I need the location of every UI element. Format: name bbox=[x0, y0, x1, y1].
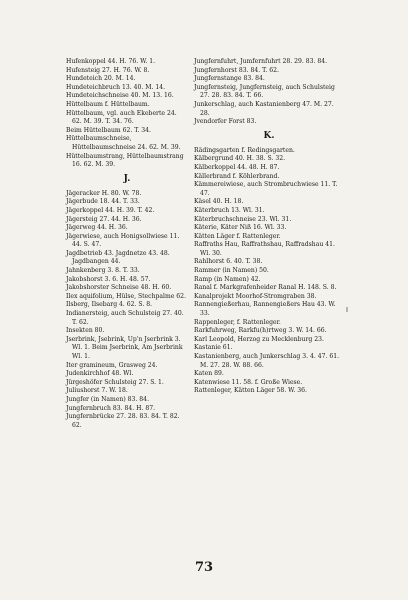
index-entry: Jserbrink, Jsebrink, Up'n Jserbrink 3. Wl. 1. Beim Jserbrink, Am Jserbrink Wl. 1. bbox=[66, 335, 183, 360]
index-entry: Jakobshorster Schneise 48. H. 60. bbox=[66, 284, 172, 292]
index-entry: Rädingsgarten f. Redingsgarten. bbox=[194, 146, 295, 154]
index-entry: Jungfernsteig, Jungfernsteig, auch Schulsteig 27. 28. 83. 84. T. 66. bbox=[194, 83, 335, 100]
index-entry: Kastanienberg, auch Junkerschlag 3. 4. 47. 61. M. 27. 28. W. 88. 66. bbox=[194, 353, 340, 369]
index-entry: Hufensteig 27. H. 76. W. 8. bbox=[66, 66, 150, 74]
index-entry: Jakobshorst 3. 6. H. 48. 57. bbox=[66, 275, 151, 283]
index-entry: Jägerbude 18. 44. T. 33. bbox=[66, 198, 140, 206]
index-entry: Käterbruch 13. Wl. 31. bbox=[194, 206, 265, 214]
index-entry: Iter gramineum, Grasweg 24. bbox=[66, 361, 158, 369]
right-column bbox=[194, 58, 344, 396]
section-heading-j: J. bbox=[123, 173, 131, 184]
index-entry: Ilex aquifolium, Hülse, Stechpalme 62. bbox=[66, 292, 187, 300]
index-entry: Hüttelbaum f. Hüttelbaum. bbox=[66, 100, 150, 108]
index-entry: Jungfernbruch 83. 84. H. 87. bbox=[66, 404, 156, 412]
index-entry: Rarkfuhrweg, Rarkfu(h)rtweg 3. W. 14. 66. bbox=[194, 327, 327, 335]
index-entry: Hüttelbaumschneise, Hüttelbaumschneise 24. 62. M. 39. bbox=[66, 135, 181, 151]
index-entry: Kälberkoppel 44. 48. H. 87. bbox=[194, 163, 280, 171]
entries-j bbox=[66, 190, 188, 431]
index-entry: Ilsberg, Ilsebarg 4. 62. S. 8. bbox=[66, 301, 153, 309]
index-entry: Jägerweg 44. H. 36. bbox=[66, 224, 128, 232]
index-entry: Judenkirchhof 48. Wl. bbox=[66, 370, 134, 378]
entries-j-continued bbox=[194, 58, 344, 127]
index-entry: Jägeracker H. 80. W. 78. bbox=[66, 189, 142, 197]
index-entry: Rammer (in Namen) 50. bbox=[194, 267, 269, 275]
index-entry: Rattenleger, Kätten Läger 58. W. 36. bbox=[194, 387, 307, 395]
index-entry: Jürgeshöfer Schulsteig 27. S. 1. bbox=[66, 378, 164, 386]
entries-k bbox=[194, 147, 344, 396]
index-entry: Jägersteig 27. 44. H. 36. bbox=[66, 215, 142, 223]
index-entry: Kälbergrund 40. H. 38. S. 32. bbox=[194, 155, 286, 163]
index-entry: Hüttelbaum, vgl. auch Ekeberte 24. 62. M. 39. T. 34. 76. bbox=[66, 109, 177, 126]
index-entry: Jägerkoppel 44. H. 39. T. 42. bbox=[66, 206, 155, 214]
index-entry: Jahnkenberg 3. 8. T. 33. bbox=[66, 267, 140, 275]
index-entry: Käterbruchschneise 23. Wl. 31. bbox=[194, 215, 292, 223]
index-entry: Rannengießerhau, Rannengießers Hau 43. W. 33. bbox=[194, 301, 336, 318]
index-entry: Hufenkoppel 44. H. 76. W. 1. bbox=[66, 58, 156, 65]
index-entry: Jungfernhorst 83. 84. T. 62. bbox=[194, 66, 279, 74]
index-entry: Karl Leopold, Herzog zu Mecklenburg 23. bbox=[194, 335, 324, 343]
index-entry: Beim Hüttelbaum 62. T. 34. bbox=[66, 126, 151, 134]
index-entry: Kastanie 61. bbox=[194, 344, 233, 352]
index-entry: Hundeteichschneise 40. M. 13. 16. bbox=[66, 92, 174, 100]
index-entry: Raffraths Hau, Raffrathshau, Raffradshau 41. Wl. 30. bbox=[194, 241, 335, 257]
index-entry: Källerbrand f. Köhlerbrand. bbox=[194, 172, 280, 180]
index-entry: Jungfernbrücke 27. 28. 83. 84. T. 82. 62. bbox=[66, 413, 180, 429]
index-entry: Jungfernstange 83. 84. bbox=[194, 75, 265, 83]
index-entry: Hundeteichbruch 13. 40. M. 14. bbox=[66, 83, 166, 91]
section-heading-k: K. bbox=[263, 130, 275, 141]
index-entry: Käsel 40. H. 18. bbox=[194, 198, 244, 206]
index-entry: Indianersteig, auch Schulsteig 27. 40. T. 62. bbox=[66, 310, 184, 326]
margin-mark bbox=[346, 307, 348, 312]
index-entry: Jvendorfer Forst 83. bbox=[194, 118, 257, 126]
index-entry: Jungfernfuhrt, Jumfernfuhrt 28. 29. 83. 84. bbox=[194, 58, 328, 65]
index-entry: Jägerwiese, auch Honigsollwiese 11. 44. S. 47. bbox=[66, 232, 180, 249]
index-entry: Hüttelbaumstrang, Hüttelbaumstrang 16. 62. M. 39. bbox=[66, 152, 184, 169]
index-entry: Jagdbetrieb 43. Jagdnetze 43. 48. Jagdbangen 44. bbox=[66, 249, 170, 266]
index-entry: Insekten 80. bbox=[66, 327, 105, 335]
index-entry: Ramp (in Namen) 42. bbox=[194, 275, 261, 283]
index-entry: Ranal f. Markgrafenheider Ranal H. 148. S. 8. bbox=[194, 284, 337, 292]
entries-h bbox=[66, 58, 188, 170]
index-entry: Kämmereiwiese, auch Strombruchwiese 11. T. 47. bbox=[194, 181, 338, 197]
index-entry: Hundeteich 20. M. 14. bbox=[66, 75, 136, 83]
index-entry: Jungfer (in Namen) 83. 84. bbox=[66, 395, 150, 403]
index-entry: Juliushorst 7. W. 18. bbox=[66, 387, 128, 395]
index-entry: Kätten Läger f. Rattenleger. bbox=[194, 232, 281, 240]
index-entry: Rappenleger, f. Rattenleger. bbox=[194, 318, 281, 326]
page-number: 73 bbox=[194, 560, 214, 575]
index-entry: Katen 89. bbox=[194, 370, 224, 378]
index-entry: Käterie, Käter Niß 16. Wl. 33. bbox=[194, 224, 287, 232]
index-entry: Junkerschlag, auch Kastanienberg 47. M. 27. 28. bbox=[194, 100, 334, 117]
index-entry: Katenwiese 11. 58. f. Große Wiese. bbox=[194, 378, 303, 386]
left-column bbox=[66, 58, 188, 430]
index-entry: Kanalprojekt Moorhof-Stromgraben 38. bbox=[194, 292, 317, 300]
index-entry: Rahlhorst 6. 40. T. 38. bbox=[194, 258, 263, 266]
